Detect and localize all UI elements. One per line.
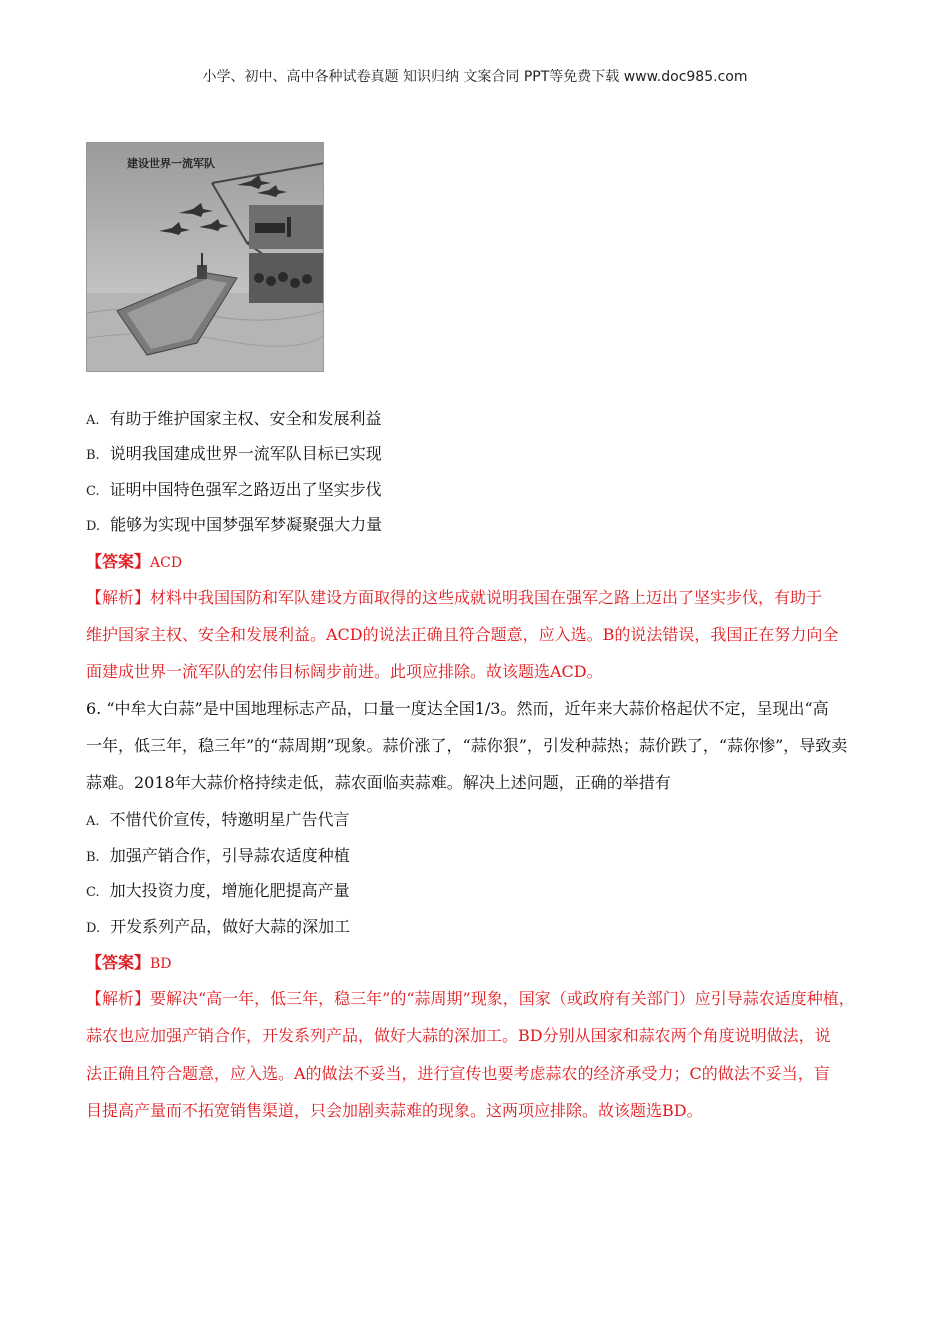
q5-option-b: B. 说明我国建成世界一流军队目标已实现 <box>86 444 382 463</box>
q6-analysis-line-2: 蒜农也应加强产销合作，开发系列产品，做好大蒜的深加工。BD分别从国家和蒜农两个角度说明做法，说 <box>86 1026 831 1045</box>
q6-stem-line-2: 一年，低三年，稳三年”的“蒜周期”现象。蒜价涨了，“蒜你狠”，引发种蒜热；蒜价跌了，“蒜你惨”，导致卖 <box>86 736 848 755</box>
q6-option-d: D. 开发系列产品，做好大蒜的深加工 <box>86 917 351 936</box>
q6-analysis-line-4: 目提高产量而不拓宽销售渠道，只会加剧卖蒜难的现象。这两项应排除。故该题选BD。 <box>86 1101 703 1120</box>
q5-option-c: C. 证明中国特色强军之路迈出了坚实步伐 <box>86 480 382 499</box>
q5-answer: 【答案】ACD <box>86 552 183 571</box>
q6-stem-line-1: 6. “中牟大白蒜”是中国地理标志产品，口量一度达全国1/3。然而，近年来大蒜价格起伏不定，呈现出“高 <box>86 699 829 718</box>
q6-answer: 【答案】BD <box>86 953 172 972</box>
q6-option-c: C. 加大投资力度，增施化肥提高产量 <box>86 881 350 900</box>
figure-caption: 建设世界一流军队 <box>127 157 215 170</box>
q5-analysis-line-2: 维护国家主权、安全和发展利益。ACD的说法正确且符合题意，应入选。B的说法错误，我国正在努力向全 <box>86 625 839 644</box>
q6-analysis-line-3: 法正确且符合题意，应入选。A的做法不妥当，进行宣传也要考虑蒜农的经济承受力；C的做法不妥当，盲 <box>86 1064 830 1083</box>
military-illustration <box>86 142 324 372</box>
q6-analysis-line-1: 【解析】要解决“高一年，低三年，稳三年”的“蒜周期”现象，国家（或政府有关部门）应引导蒜农适度种植， <box>86 989 855 1008</box>
q5-analysis-line-3: 面建成世界一流军队的宏伟目标阔步前进。此项应排除。故该题选ACD。 <box>86 662 603 681</box>
page-header: 小学、初中、高中各种试卷真题 知识归纳 文案合同 PPT等免费下载 www.doc985.com <box>202 69 748 85</box>
q6-option-a: A. 不惜代价宣传，特邀明星广告代言 <box>86 810 350 829</box>
q6-stem-line-3: 蒜难。2018年大蒜价格持续走低，蒜农面临卖蒜难。解决上述问题，正确的举措有 <box>86 773 671 792</box>
q5-option-a: A. 有助于维护国家主权、安全和发展利益 <box>86 409 382 428</box>
q6-option-b: B. 加强产销合作，引导蒜农适度种植 <box>86 846 350 865</box>
q5-analysis-line-1: 【解析】材料中我国国防和军队建设方面取得的这些成就说明我国在强军之路上迈出了坚实步伐，有助于 <box>86 588 823 607</box>
q5-option-d: D. 能够为实现中国梦强军梦凝聚强大力量 <box>86 515 383 534</box>
